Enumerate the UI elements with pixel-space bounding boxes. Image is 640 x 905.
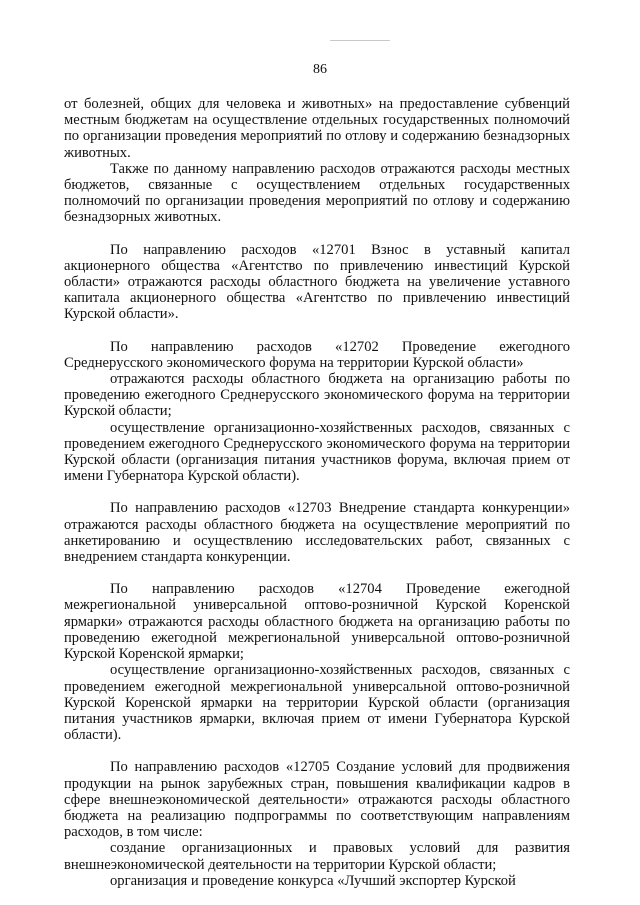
paragraph-12702-organization: отражаются расходы областного бюджета на организацию работы по проведению ежегодного Среднерусского экономического форума на территории Курской области; [64,371,570,420]
paragraph-12705-contest: организация и проведение конкурса «Лучший экспортер Курской [110,872,516,889]
paragraph-12702-expenses: осуществление организационно-хозяйственных расходов, связанных с проведением ежегодного Среднерусского экономического форума на территории Курской области (организация питания участников форума, включая прием от имени Губернатора Курской области). [64,419,570,485]
paragraph-12705-conditions: создание организационных и правовых условий для развития внешнеэкономической деятельности на территории Курской области; [64,840,570,873]
paragraph-subventions-continued: от болезней, общих для человека и животных» на предоставление субвенций местным бюджетам на осуществление отдельных государственных полномочий по организации проведения мероприятий по отлову и содержанию безнадзорных животных. [64,96,570,161]
paragraph-12705: По направлению расходов «12705 Создание условий для продвижения продукции на рынок зарубежных стран, повышения квалификации кадров в сфере внешнеэкономической деятельности» отражаются расходы областного бюджета на реализацию подпрограммы по соответствующим направлениям расходов, в том числе: [64,759,570,841]
paragraph-local-budgets: Также по данному направлению расходов отражаются расходы местных бюджетов, связанные с осуществлением отдельных государственных полномочий по организации проведения мероприятий по отлову и содержанию безнадзорных животных. [64,160,570,226]
paragraph-12703: По направлению расходов «12703 Внедрение стандарта конкуренции» отражаются расходы областного бюджета на осуществление мероприятий по анкетированию и осуществлению исследовательских работ, связанных с внедрением стандарта конкуренции. [64,500,570,566]
page-number: 86 [313,62,327,77]
document-body [64,96,570,889]
paragraph-12701: По направлению расходов «12701 Взнос в уставный капитал акционерного общества «Агентство по привлечению инвестиций Курской области» отражаются расходы областного бюджета на увеличение уставного капитала акционерного общества «Агентство по привлечению инвестиций Курской области». [64,241,570,323]
paragraph-12704: По направлению расходов «12704 Проведение ежегодной межрегиональной универсальной оптово-розничной Курской Коренской ярмарки» отражаются расходы областного бюджета на организацию работы по проведению ежегодной межрегиональной универсальной оптово-розничной Курской Коренской ярмарки; [64,581,570,663]
paragraph-12704-expenses: осуществление организационно-хозяйственных расходов, связанных с проведением ежегодной межрегиональной универсальной оптово-розничной Курской Коренской ярмарки на территории Курской области (организация питания участников ярмарки, включая прием от имени Губернатора Курской области). [64,662,570,744]
paragraph-12702: По направлению расходов «12702 Проведение ежегодного Среднерусского экономического форума на территории Курской области» [64,338,570,371]
scan-artifact-line [330,40,390,41]
